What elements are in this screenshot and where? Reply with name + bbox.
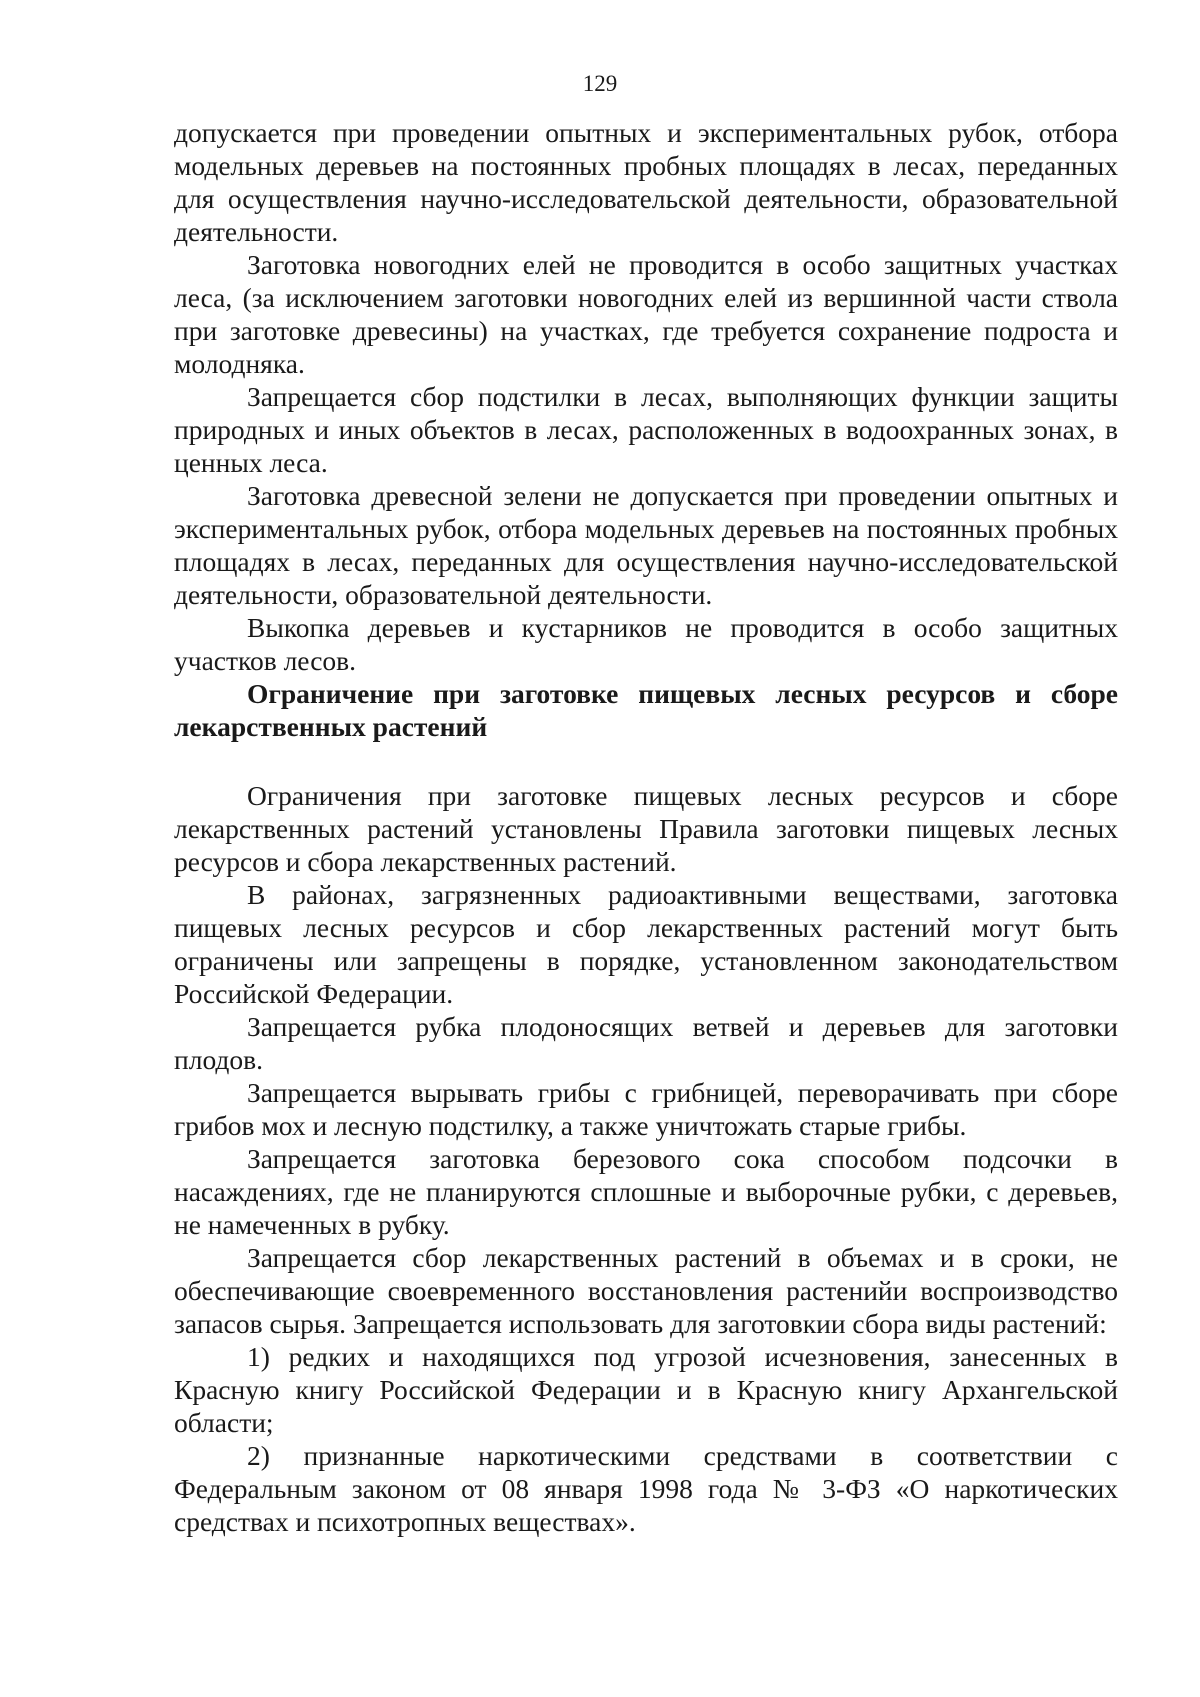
paragraph: Запрещается сбор подстилки в лесах, выполняющих функции защиты природных и иных объектов в лесах, расположенных в водоохранных зонах, в ценных леса. bbox=[174, 381, 1118, 478]
paragraph: Заготовка древесной зелени не допускается при проведении опытных и экспериментальных рубок, отбора модельных деревьев на постоянных пробных площадях в лесах, переданных для осуществления научно-исследовательской деятельности, образовательной деятельности. bbox=[174, 480, 1118, 610]
page-number: 129 bbox=[582, 71, 618, 96]
section-heading: Ограничение при заготовке пищевых лесных ресурсов и сборе лекарственных растений bbox=[174, 678, 1118, 742]
paragraph: Запрещается рубка плодоносящих ветвей и деревьев для заготовки плодов. bbox=[174, 1011, 1118, 1075]
list-item: 1) редких и находящихся под угрозой исчезновения, занесенных в Красную книгу Российской Федерации и в Красную книгу Архангельской области; bbox=[174, 1341, 1118, 1438]
document-body bbox=[174, 116, 1118, 1538]
paragraph: Запрещается сбор лекарственных растений в объемах и в сроки, не обеспечивающие своевременного восстановления растенийи воспроизводство запасов сырья. Запрещается использовать для заготовкии сбора виды растений: bbox=[174, 1242, 1118, 1339]
paragraph: Ограничения при заготовке пищевых лесных ресурсов и сборе лекарственных растений установлены Правила заготовки пищевых лесных ресурсов и сбора лекарственных растений. bbox=[174, 780, 1118, 877]
paragraph: Выкопка деревьев и кустарников не проводится в особо защитных участков лесов. bbox=[174, 612, 1118, 676]
paragraph: Запрещается заготовка березового сока способом подсочки в насаждениях, где не планируются сплошные и выборочные рубки, с деревьев, не намеченных в рубку. bbox=[174, 1143, 1118, 1240]
paragraph: допускается при проведении опытных и экспериментальных рубок, отбора модельных деревьев на постоянных пробных площадях в лесах, переданных для осуществления научно-исследовательской деятельности, образовательной деятельности. bbox=[174, 117, 1118, 247]
list-item: 2) признанные наркотическими средствами в соответствии с Федеральным законом от 08 января 1998 года № 3-ФЗ «О наркотических средствах и психотропных веществах». bbox=[174, 1440, 1118, 1537]
paragraph: В районах, загрязненных радиоактивными веществами, заготовка пищевых лесных ресурсов и сбор лекарственных растений могут быть ограничены или запрещены в порядке, установленном законодательством Российской Федерации. bbox=[174, 879, 1118, 1009]
paragraph: Запрещается вырывать грибы с грибницей, переворачивать при сборе грибов мох и лесную подстилку, а также уничтожать старые грибы. bbox=[174, 1077, 1118, 1141]
paragraph: Заготовка новогодних елей не проводится в особо защитных участках леса, (за исключением заготовки новогодних елей из вершинной части ствола при заготовке древесины) на участках, где требуется сохранение подроста и молодняка. bbox=[174, 249, 1118, 379]
